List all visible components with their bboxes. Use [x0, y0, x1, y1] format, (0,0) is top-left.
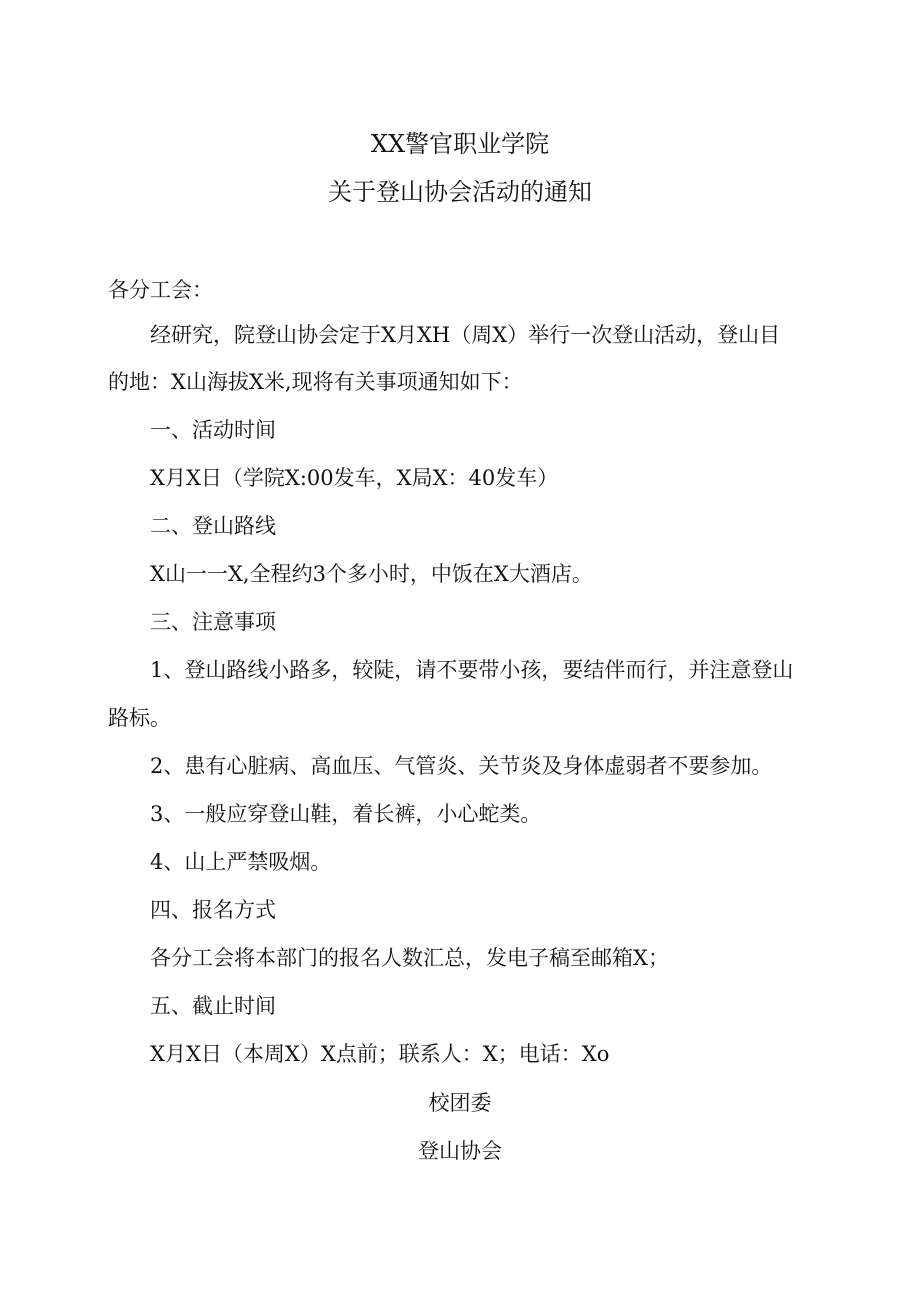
- document-subtitle: 关于登山协会活动的通知: [328, 178, 592, 206]
- intro-line-1: 经研究，院登山协会定于X月XH（周X）举行一次登山活动，登山目: [150, 323, 781, 347]
- section-2-heading: 二、登山路线: [150, 514, 276, 538]
- note-4: 4、山上严禁吸烟。: [150, 850, 332, 874]
- section-3-heading: 三、注意事项: [150, 610, 276, 634]
- signature-line-1: 校团委: [428, 1091, 492, 1115]
- note-1-line-2: 路标。: [108, 706, 171, 730]
- section-1-heading: 一、活动时间: [150, 418, 276, 442]
- note-2: 2、患有心脏病、高血压、气管炎、关节炎及身体虚弱者不要参加。: [150, 754, 773, 778]
- salutation: 各分工会：: [108, 278, 213, 302]
- signature-line-2: 登山协会: [418, 1139, 502, 1163]
- intro-line-2: 的地：X山海拔X米,现将有关事项通知如下：: [108, 370, 523, 394]
- note-1-line-1: 1、登山路线小路多，较陡，请不要带小孩，要结伴而行，并注意登山: [150, 658, 794, 682]
- section-5-text: X月X日（本周X）X点前；联系人：X；电话：Xo: [150, 1042, 610, 1066]
- section-5-heading: 五、截止时间: [150, 994, 276, 1018]
- document-title: XX警官职业学院: [370, 130, 550, 158]
- note-3: 3、一般应穿登山鞋，着长裤，小心蛇类。: [150, 802, 542, 826]
- section-1-text: X月X日（学院X:00发车，X局X：40发车）: [150, 466, 559, 490]
- section-4-text: 各分工会将本部门的报名人数汇总，发电子稿至邮箱X；: [150, 946, 669, 970]
- section-4-heading: 四、报名方式: [150, 898, 276, 922]
- section-2-text: X山一一X,全程约3个多小时，中饭在X大酒店。: [150, 562, 593, 586]
